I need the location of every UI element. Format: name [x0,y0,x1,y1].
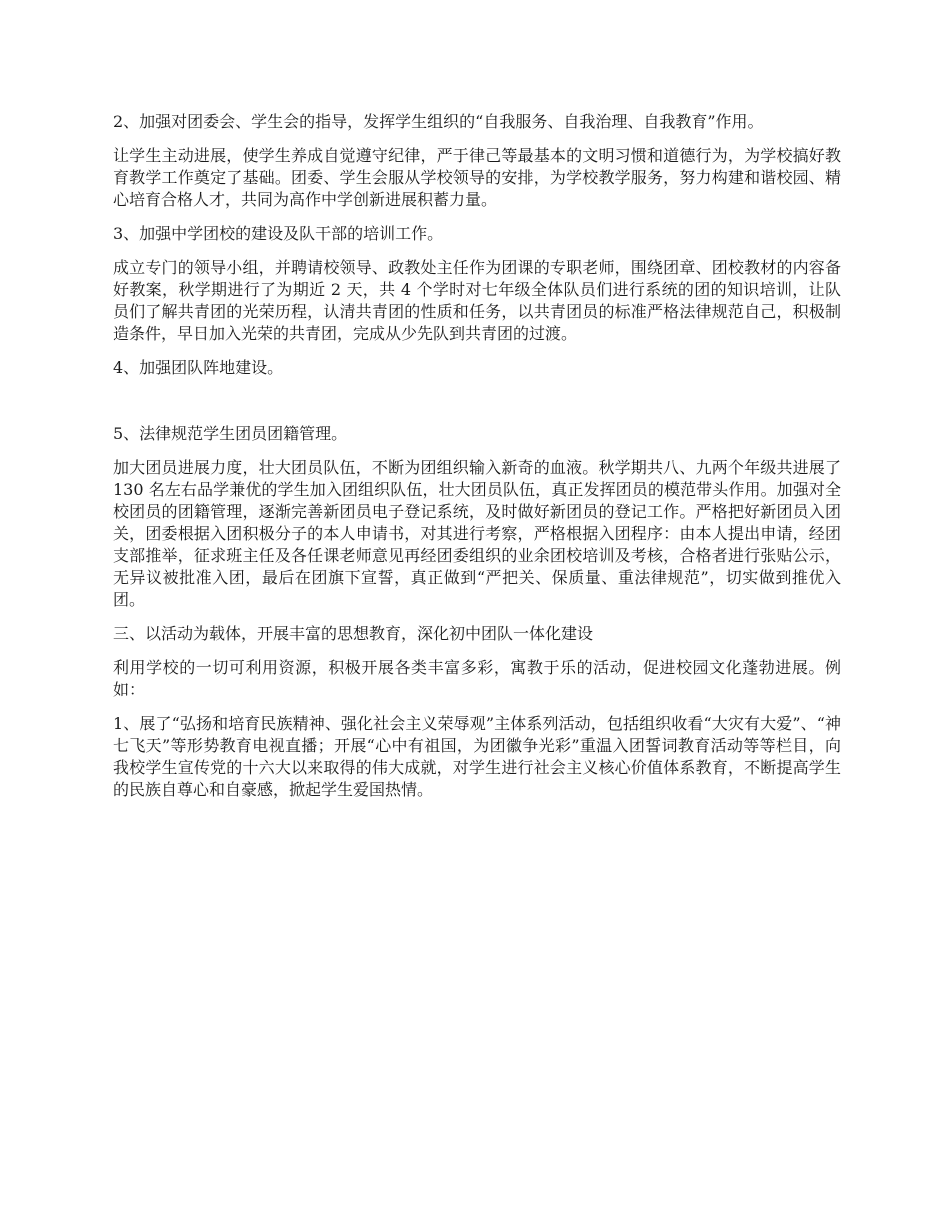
body-paragraph: 成立专门的领导小组，并聘请校领导、政教处主任作为团课的专职老师，围绕团章、团校教材的内容备好教案，秋学期进行了为期近 2 天，共 4 个学时对七年级全体队员们进行系统的团的知识培训，让队员们了解共青团的光荣历程，认清共青团的性质和任务，以共青团员的标准严格法律规范自己，积极制造条件，早日加入光荣的共青团，完成从少先队到共青团的过渡。 [113,258,841,343]
section-heading-1: 1、展了“弘扬和培育民族精神、强化社会主义荣辱观”主体系列活动，包括组织收看“大灾有大爱”、“神七飞天”等形势教育电视直播；开展“心中有祖国，为团徽争光彩”重温入团誓词教育活动等等栏目，向我校学生宣传党的十六大以来取得的伟大成就，对学生进行社会主义核心价值体系教育，不断提高学生的民族自尊心和自豪感，掀起学生爱国热情。 [113,714,841,799]
body-paragraph: 让学生主动进展，使学生养成自觉遵守纪律，严于律己等最基本的文明习惯和道德行为，为学校搞好教育教学工作奠定了基础。团委、学生会服从学校领导的安排，为学校教学服务，努力构建和谐校园、精心培育合格人才，共同为高作中学创新进展积蓄力量。 [113,146,841,209]
section-heading-4: 4、加强团队阵地建设。 [113,358,284,377]
body-paragraph: 利用学校的一切可利用资源，积极开展各类丰富多彩，寓教于乐的活动，促进校园文化蓬勃进展。例如： [113,658,841,699]
chapter-heading-3: 三、以活动为载体，开展丰富的思想教育，深化初中团队一体化建设 [113,624,594,643]
section-heading-5: 5、法律规范学生团员团籍管理。 [113,424,348,443]
section-heading-2: 2、加强对团委会、学生会的指导，发挥学生组织的“自我服务、自我治理、自我教育”作用。 [113,112,764,131]
body-paragraph: 加大团员进展力度，壮大团员队伍，不断为团组织输入新奇的血液。秋学期共八、九两个年级共进展了 130 名左右品学兼优的学生加入团组织队伍，壮大团员队伍，真正发挥团员的模范带头作用。加强对全校团员的团籍管理，逐渐完善新团员电子登记系统，及时做好新团员的登记工作。严格把好新团员入团关，团委根据入团积极分子的本人申请书，对其进行考察，严格根据入团程序：由本人提出申请，经团支部推举，征求班主任及各任课老师意见再经团委组织的业余团校培训及考核，合格者进行张贴公示，无异议被批准入团，最后在团旗下宣誓，真正做到“严把关、保质量、重法律规范”，切实做到推优入团。 [113,458,841,609]
document-body [113,111,841,813]
section-heading-3: 3、加强中学团校的建设及队干部的培训工作。 [113,224,444,243]
